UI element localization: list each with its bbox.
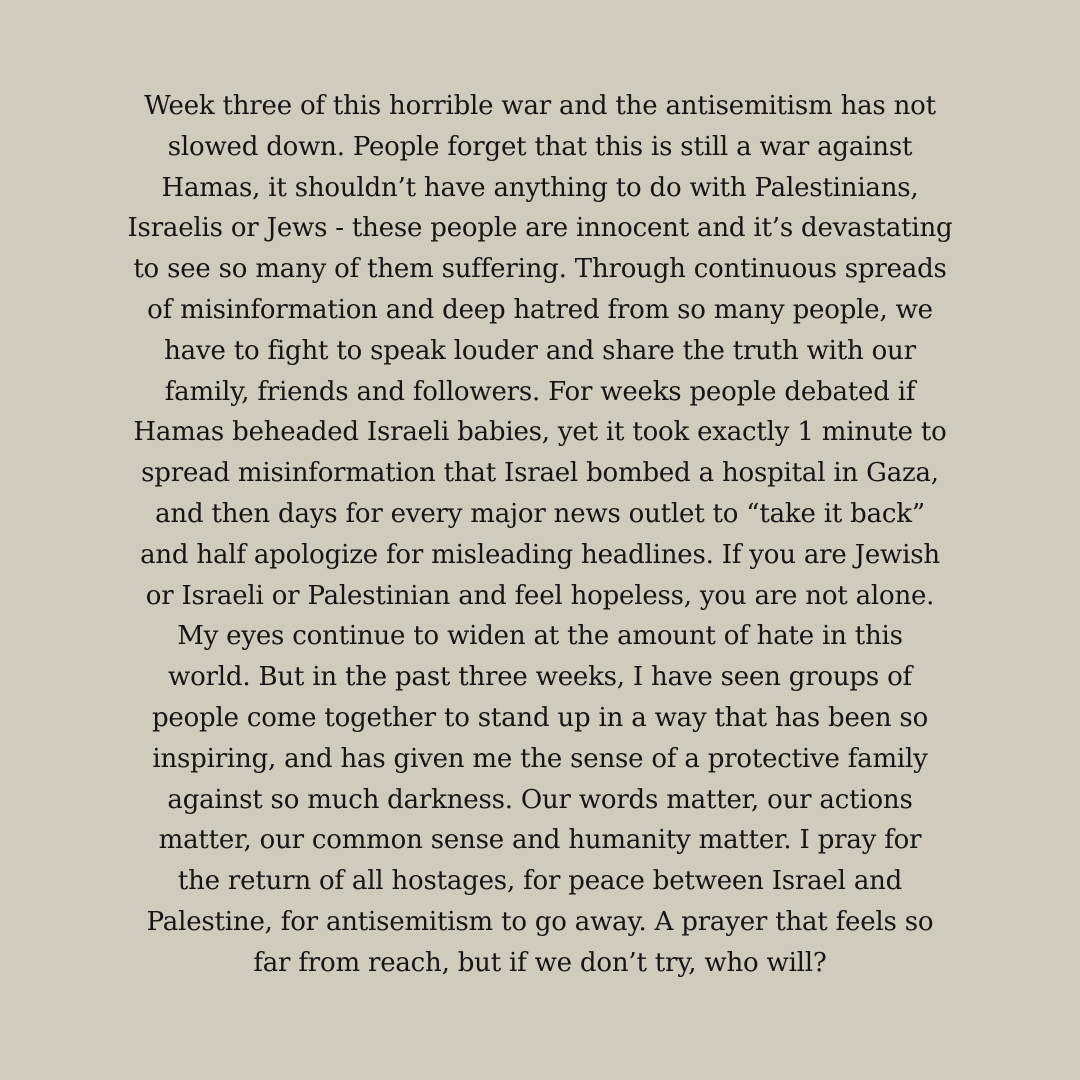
- statement-line: Israelis or Jews - these people are innocent and it’s devastating: [127, 213, 953, 244]
- statement-line: spread misinformation that Israel bombed a hospital in Gaza,: [141, 458, 939, 489]
- statement-line: and half apologize for misleading headlines. If you are Jewish: [140, 539, 940, 570]
- statement-line: Hamas beheaded Israeli babies, yet it took exactly 1 minute to: [133, 417, 947, 448]
- statement-line: of misinformation and deep hatred from so many people, we: [147, 294, 933, 325]
- statement-line: the return of all hostages, for peace between Israel and: [177, 866, 903, 897]
- statement-line: Week three of this horrible war and the antisemitism has not: [144, 91, 936, 121]
- statement-line: people come together to stand up in a way that has been so: [151, 702, 929, 733]
- statement-line: matter, our common sense and humanity matter. I pray for: [158, 825, 922, 856]
- statement-line: against so much darkness. Our words matter, our actions: [167, 784, 913, 815]
- statement-line: Palestine, for antisemitism to go away. A prayer that feels so: [146, 906, 934, 937]
- statement-line: family, friends and followers. For weeks people debated if: [164, 376, 916, 407]
- statement-line: inspiring, and has given me the sense of a protective family: [152, 743, 928, 774]
- statement-line: and then days for every major news outlet to “take it back”: [155, 498, 925, 529]
- statement-text: [60, 86, 1020, 984]
- statement-line: slowed down. People forget that this is still a war against: [167, 131, 913, 162]
- statement-line: or Israeli or Palestinian and feel hopeless, you are not alone.: [145, 580, 935, 611]
- statement-line: Hamas, it shouldn’t have anything to do with Palestinians,: [161, 172, 919, 203]
- statement-line: have to fight to speak louder and share the truth with our: [164, 335, 916, 366]
- statement-line: world. But in the past three weeks, I have seen groups of: [168, 662, 912, 693]
- statement-line: far from reach, but if we don’t try, who will?: [253, 947, 827, 978]
- statement-line: to see so many of them suffering. Through continuous spreads: [133, 254, 947, 285]
- statement-line: My eyes continue to widen at the amount of hate in this: [177, 621, 903, 652]
